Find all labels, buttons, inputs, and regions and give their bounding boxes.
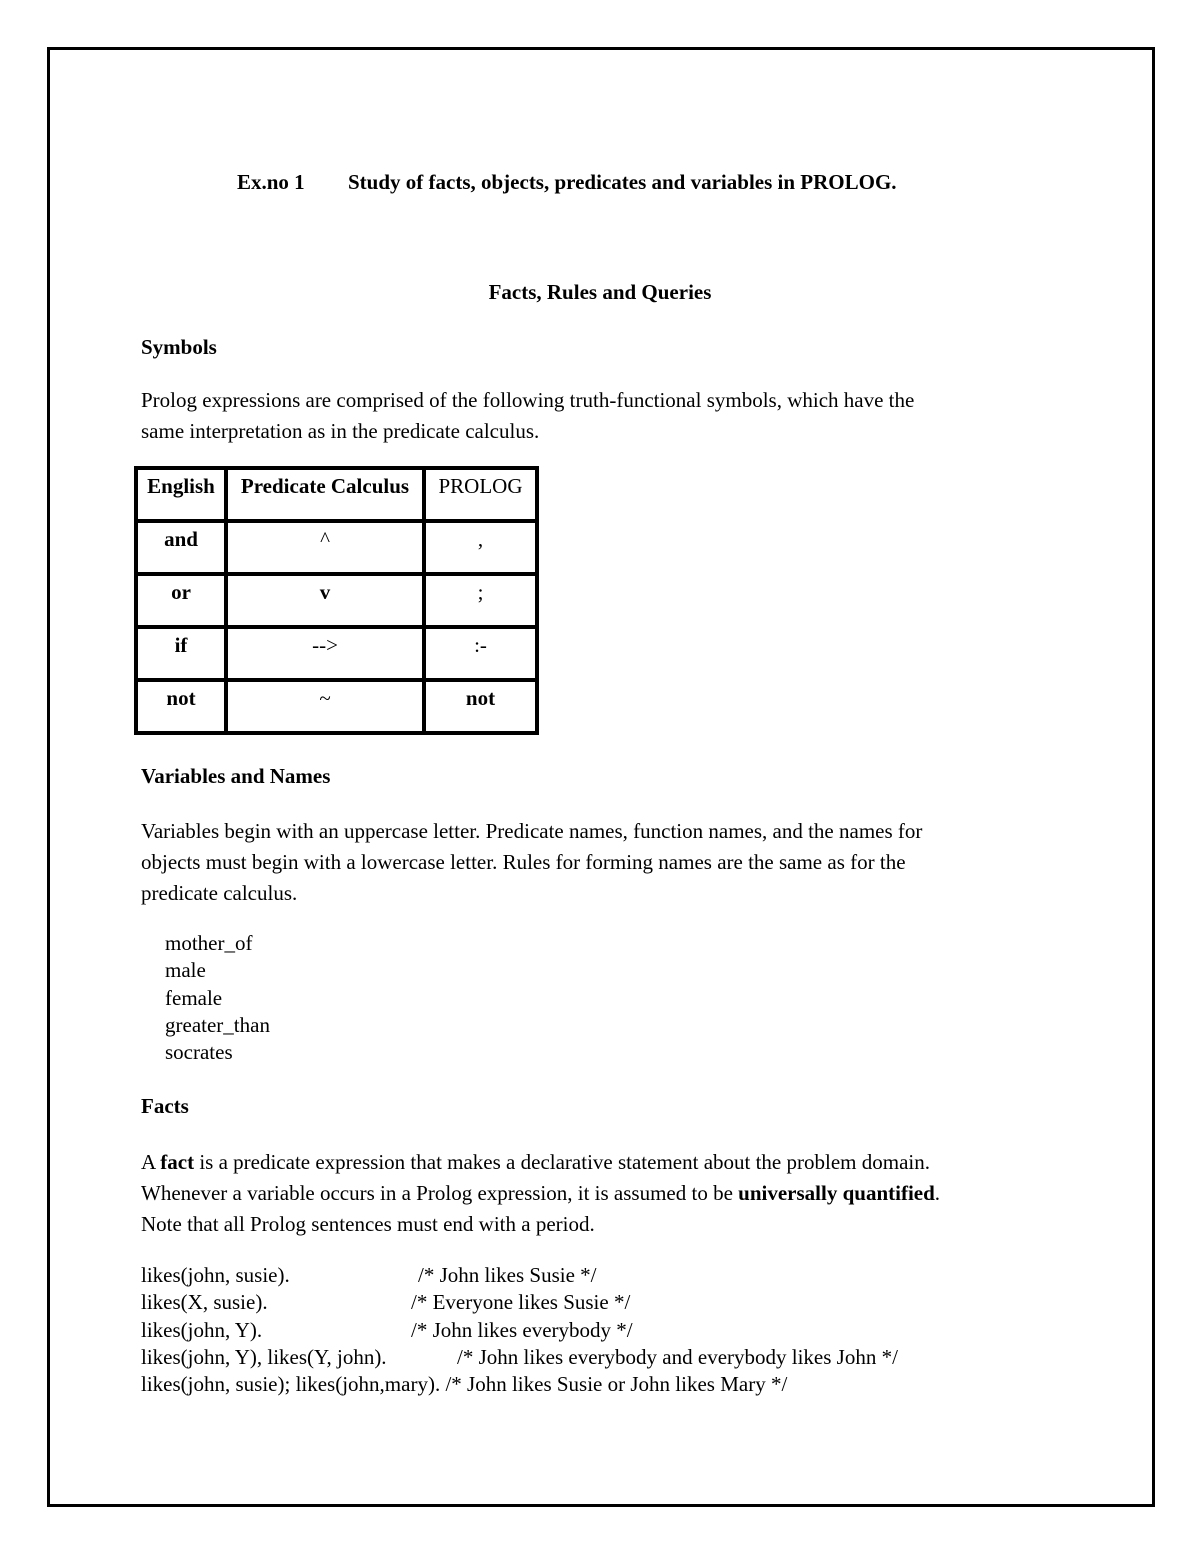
comment: /* John likes Susie or John likes Mary */ xyxy=(445,1372,788,1397)
table-cell: , xyxy=(424,521,537,574)
symbols-intro-line-2: same interpretation as in the predicate calculus. xyxy=(141,419,540,443)
term-fact: fact xyxy=(160,1150,195,1174)
symbols-intro-line-1: Prolog expressions are comprised of the following truth-functional symbols, which have the xyxy=(141,388,915,412)
variables-line-3: predicate calculus. xyxy=(141,881,298,905)
list-item: mother_of xyxy=(165,931,253,955)
code: likes(john, susie); likes(john,mary). xyxy=(141,1372,441,1397)
exercise-title: Study of facts, objects, predicates and variables in PROLOG. xyxy=(348,170,897,194)
variables-line-1: Variables begin with an uppercase letter. Predicate names, function names, and the names for xyxy=(141,819,923,843)
facts-heading: Facts xyxy=(141,1094,189,1118)
page-title xyxy=(237,170,897,195)
table-cell: --> xyxy=(226,627,424,680)
list-item: socrates xyxy=(165,1040,233,1065)
facts-line-1 xyxy=(141,1147,930,1178)
variables-heading: Variables and Names xyxy=(141,764,331,788)
text-run: is a predicate expression that makes a declarative statement about the problem domain. xyxy=(194,1150,930,1174)
table-cell: ^ xyxy=(226,521,424,574)
comment: /* John likes everybody and everybody likes John */ xyxy=(457,1344,898,1369)
table-cell: v xyxy=(226,574,424,627)
table-cell: not xyxy=(424,680,537,733)
text-run: . xyxy=(934,1181,941,1205)
table-cell: ; xyxy=(424,574,537,627)
symbols-heading: Symbols xyxy=(141,335,217,359)
comment: /* John likes Susie */ xyxy=(418,1263,597,1287)
table-row xyxy=(136,680,537,733)
table-cell: :- xyxy=(424,627,537,680)
list-item xyxy=(141,1289,787,1316)
table-cell: if xyxy=(136,627,226,680)
variables-line-2: objects must begin with a lowercase letter. Rules for forming names are the same as for the xyxy=(141,850,906,874)
comment: /* John likes everybody */ xyxy=(411,1317,633,1342)
table-header-cell: English xyxy=(136,468,226,521)
list-item xyxy=(141,1344,898,1371)
table-row xyxy=(136,521,537,574)
table-row xyxy=(136,627,537,680)
name-examples xyxy=(165,930,270,1066)
list-item xyxy=(141,1262,787,1289)
table-cell: not xyxy=(136,680,226,733)
exercise-number: Ex.no 1 xyxy=(237,170,305,194)
table-row xyxy=(136,574,537,627)
text-run: Whenever a variable occurs in a Prolog expression, it is assumed to be xyxy=(141,1181,739,1205)
list-item: greater_than xyxy=(165,1012,270,1037)
facts-line-2 xyxy=(141,1178,940,1209)
list-item: female xyxy=(165,985,223,1010)
code: likes(john, Y), likes(Y, john). xyxy=(141,1344,387,1369)
list-item xyxy=(141,1317,787,1344)
table-cell: ~ xyxy=(226,680,424,733)
table-header-cell: PROLOG xyxy=(424,468,537,521)
symbols-table xyxy=(134,466,539,735)
code: likes(john, susie). xyxy=(141,1263,290,1287)
list-item: male xyxy=(165,958,206,983)
table-cell: and xyxy=(136,521,226,574)
term-universally-quantified: universally quantified xyxy=(738,1181,935,1205)
facts-line-3: Note that all Prolog sentences must end with a period. xyxy=(141,1212,595,1236)
table-header-cell: Predicate Calculus xyxy=(226,468,424,521)
fact-examples xyxy=(141,1262,898,1398)
code: likes(X, susie). xyxy=(141,1290,268,1315)
comment: /* Everyone likes Susie */ xyxy=(411,1290,631,1315)
table-cell: or xyxy=(136,574,226,627)
table-header-row xyxy=(136,468,537,521)
list-item xyxy=(141,1371,787,1398)
section-subtitle: Facts, Rules and Queries xyxy=(488,280,712,304)
code: likes(john, Y). xyxy=(141,1317,263,1342)
text-run: A xyxy=(141,1150,161,1174)
